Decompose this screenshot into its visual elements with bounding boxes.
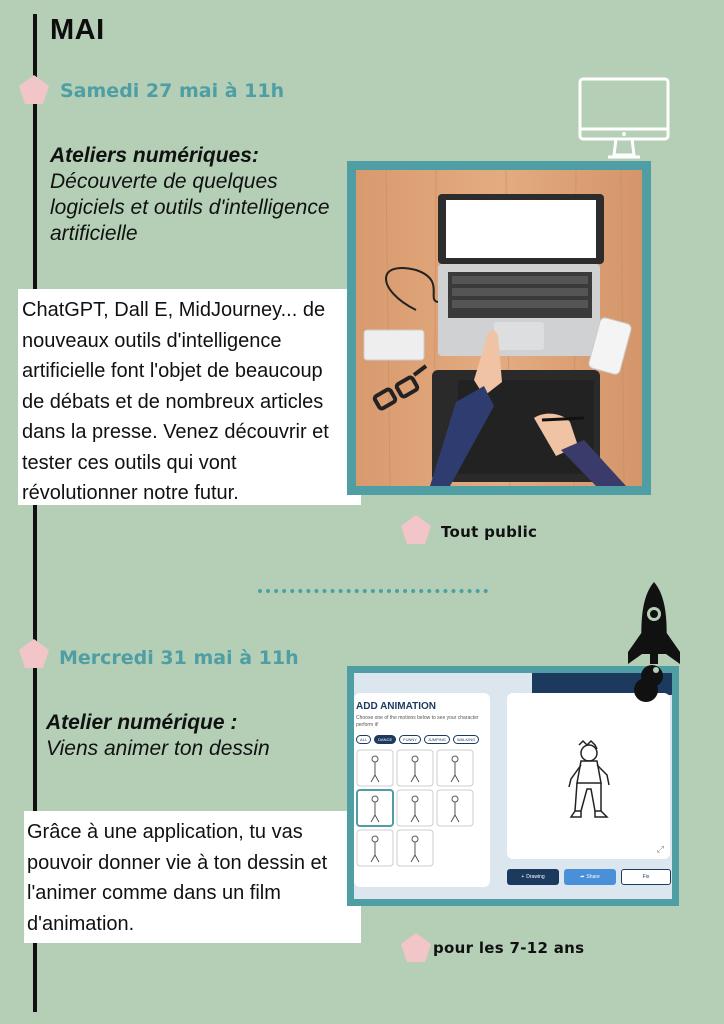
event2-title: Atelier numérique : xyxy=(46,711,238,734)
event1-description: ChatGPT, Dall E, MidJourney... de nouveaux outils d'intelligence artificielle font l'objet de beaucoup de débats et de nombreux articles dans la presse. Venez découvrir et tester ces outils qui vont révolutionner notre futur. xyxy=(22,299,329,504)
fix-button[interactable] xyxy=(621,869,671,885)
drawing-button-label: Drawing xyxy=(526,874,545,880)
event1-title-block xyxy=(50,143,340,247)
laptop-tablet-photo xyxy=(356,170,642,486)
monitor-icon xyxy=(578,77,670,161)
event2-date: Mercredi 31 mai à 11h xyxy=(59,647,299,669)
panel-instructions: Choose one of the motions below to see your character perform it! xyxy=(356,715,479,728)
share-icon: ➦ xyxy=(580,874,585,880)
event1-audience: Tout public xyxy=(441,523,538,541)
plus-icon: + xyxy=(521,874,525,880)
event2-audience: pour les 7-12 ans xyxy=(433,939,585,957)
fix-button-label: Fix xyxy=(642,874,650,880)
filter-chip-jumping[interactable]: JUMPING xyxy=(424,735,450,744)
motion-grid[interactable] xyxy=(356,749,474,867)
panel-heading: ADD ANIMATION xyxy=(356,701,436,712)
event1-description-box xyxy=(18,289,361,505)
drawing-button[interactable] xyxy=(507,869,559,885)
event1-date: Samedi 27 mai à 11h xyxy=(60,80,285,102)
app-screenshot xyxy=(354,673,672,899)
event1-title: Ateliers numériques xyxy=(50,144,252,167)
pentagon-marker-icon xyxy=(400,514,432,546)
pentagon-marker-icon xyxy=(400,932,432,964)
event1-subtitle: Découverte de quelques logiciels et outils d'intelligence artificielle xyxy=(50,170,330,245)
event2-description: Grâce à une application, tu vas pouvoir donner vie à ton dessin et l'animer comme dans un film d'animation. xyxy=(27,821,328,935)
pentagon-marker-icon xyxy=(18,638,50,670)
character-drawing xyxy=(565,739,613,839)
pentagon-marker-icon xyxy=(18,74,50,106)
share-button[interactable] xyxy=(564,869,616,885)
preview-panel xyxy=(507,693,670,859)
event2-title-block xyxy=(46,710,326,762)
share-button-label: Share xyxy=(586,874,600,880)
filter-chip-dance[interactable]: DANCE xyxy=(374,735,396,744)
event1-photo-frame xyxy=(347,161,651,495)
filter-chip-funny[interactable]: FUNNY xyxy=(399,735,421,744)
rocket-icon xyxy=(626,580,682,708)
month-heading: MAI xyxy=(50,14,105,46)
motion-panel xyxy=(354,693,490,887)
section-divider xyxy=(258,589,488,593)
expand-icon[interactable]: ⤢ xyxy=(656,844,664,854)
event2-description-box xyxy=(24,811,361,943)
filter-chip-all[interactable]: ALL xyxy=(356,735,371,744)
event2-subtitle: Viens animer ton dessin xyxy=(46,737,270,760)
filter-chips xyxy=(356,735,479,744)
filter-chip-walking[interactable]: WALKING xyxy=(453,735,479,744)
event1-title-colon: : xyxy=(251,144,259,167)
